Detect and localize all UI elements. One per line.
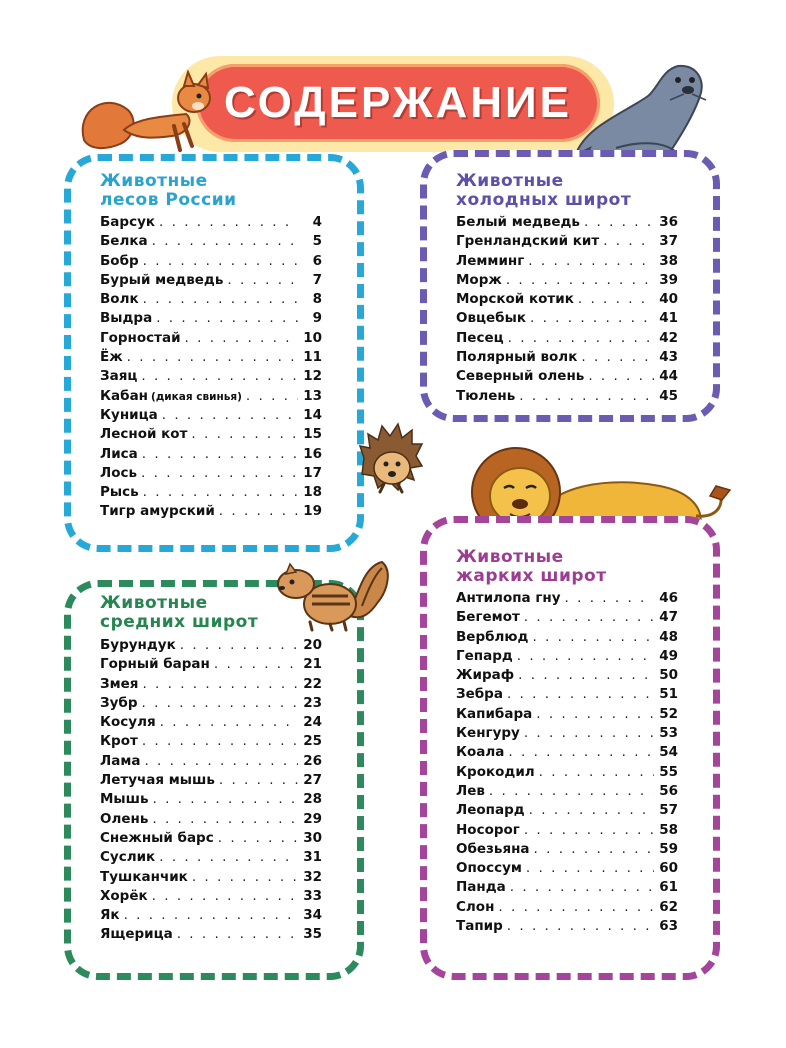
toc-leader-dots [180,637,298,653]
toc-leader-dots [177,926,298,942]
toc-entry-page: 36 [659,214,678,230]
toc-entry [456,253,678,272]
toc-entry-page: 42 [659,329,678,346]
toc-entry-name: Бегемот [456,609,520,626]
toc-leader-dots [530,310,654,326]
toc-leader-dots [141,465,298,481]
toc-entry-name: Кабан [100,387,149,404]
toc-entry-page: 33 [303,887,322,904]
toc-entry-page: 57 [659,802,678,819]
toc-entry-name: Крот [100,733,138,750]
toc-entry-name: Зебра [456,686,503,703]
toc-entry [100,714,322,733]
title-banner [196,64,600,142]
toc-entry [456,330,678,349]
section-title-middle: Животные средних широт [100,593,259,632]
toc-entry-page: 21 [303,656,322,673]
toc-leader-dots [489,783,654,799]
toc-leader-dots [153,791,298,807]
toc-entry-name: Крокодил [456,763,535,780]
toc-entry-name: Снежный барс [100,829,214,846]
toc-entry [100,753,322,772]
toc-entry [456,310,678,329]
toc-leader-dots [191,426,298,442]
toc-leader-dots [152,888,298,904]
toc-entry-name: Лиса [100,445,138,462]
toc-entry-name: Песец [456,329,504,346]
toc-entry-page: 6 [312,252,322,269]
toc-list-middle [100,637,322,946]
squirrel-illustration [76,70,216,162]
toc-entry [100,676,322,695]
toc-leader-dots [156,310,298,326]
toc-entry [456,879,678,898]
toc-leader-dots [143,291,298,307]
toc-entry-name: Носорог [456,821,520,838]
toc-entry [100,388,322,407]
toc-entry [100,811,322,830]
toc-entry-page: 55 [659,763,678,780]
toc-entry-page: 39 [659,271,678,288]
section-title-cold: Животные холодных широт [456,171,632,210]
toc-entry-page: 13 [303,387,322,404]
toc-leader-dots [124,907,298,923]
toc-leader-dots [565,590,654,606]
toc-entry [100,484,322,503]
toc-leader-dots [144,753,298,769]
toc-entry-name: Косуля [100,714,156,731]
toc-entry [100,368,322,387]
toc-entry [100,272,322,291]
toc-entry-page: 62 [659,898,678,915]
toc-entry-page: 19 [303,503,322,520]
toc-leader-dots [578,291,654,307]
toc-leader-dots [588,368,654,384]
toc-leader-dots [584,214,654,230]
toc-entry-name: Кенгуру [456,725,520,742]
toc-entry [456,667,678,686]
toc-leader-dots [532,629,654,645]
toc-entry-name: Лось [100,464,138,481]
toc-entry-page: 18 [303,484,322,501]
toc-entry-page: 52 [659,705,678,722]
toc-entry-name: Тапир [456,918,503,935]
toc-leader-dots [159,214,298,230]
toc-entry-page: 38 [659,252,678,269]
toc-entry-name: Волк [100,291,139,308]
toc-entry [100,695,322,714]
toc-entry-name: Бурый медведь [100,271,224,288]
section-title-russia: Животные лесов России [100,171,237,210]
toc-entry [456,860,678,879]
toc-entry-page: 10 [303,329,322,346]
toc-entry [100,849,322,868]
toc-entry-page: 56 [659,782,678,799]
toc-entry-page: 27 [303,772,322,789]
chipmunk-illustration [270,556,394,632]
toc-entry [100,233,322,252]
toc-entry-name: Тюлень [456,387,516,404]
toc-entry-page: 7 [312,271,322,288]
toc-entry-page: 47 [659,609,678,626]
toc-entry [100,503,322,522]
toc-entry [100,253,322,272]
toc-entry-page: 26 [303,752,322,769]
toc-entry-page: 8 [312,291,322,308]
toc-entry [456,725,678,744]
toc-entry [100,888,322,907]
toc-list-hot [456,590,678,937]
toc-entry-page: 16 [303,445,322,462]
toc-leader-dots [219,772,298,788]
toc-entry-page: 59 [659,840,678,857]
toc-entry-name: Рысь [100,484,139,501]
toc-leader-dots [539,764,654,780]
toc-leader-dots [507,918,654,934]
toc-entry-name: Заяц [100,368,138,385]
toc-entry [456,744,678,763]
toc-leader-dots [127,349,298,365]
toc-entry [456,609,678,628]
toc-entry [100,907,322,926]
toc-entry-page: 63 [659,918,678,935]
toc-leader-dots [246,388,298,404]
toc-entry-page: 50 [659,667,678,684]
toc-entry [100,291,322,310]
toc-entry [100,733,322,752]
section-title-hot: Животные жарких широт [456,547,607,586]
toc-entry-name: Мышь [100,791,149,808]
toc-entry-name: Лев [456,782,485,799]
toc-entry-page: 58 [659,821,678,838]
toc-entry [100,791,322,810]
toc-entry-name: Бобр [100,252,139,269]
toc-entry [456,686,678,705]
toc-entry-page: 49 [659,647,678,664]
toc-leader-dots [185,330,298,346]
toc-entry-name: Морской котик [456,291,574,308]
toc-leader-dots [517,648,654,664]
toc-entry [456,648,678,667]
toc-leader-dots [141,368,298,384]
toc-leader-dots [214,656,298,672]
toc-entry-page: 53 [659,725,678,742]
toc-leader-dots [152,233,298,249]
toc-leader-dots [528,253,654,269]
toc-entry-name: Суслик [100,849,156,866]
toc-leader-dots [529,802,654,818]
toc-entry [456,590,678,609]
toc-entry-page: 35 [303,926,322,943]
toc-entry [456,388,678,407]
toc-entry-name: Лесной кот [100,426,188,443]
toc-entry-name: Коала [456,744,505,761]
toc-entry-note: (дикая свинья) [151,390,242,403]
toc-entry-name: Белка [100,233,148,250]
toc-leader-dots [518,667,654,683]
page-title: СОДЕРЖАНИЕ [223,78,573,127]
toc-entry-name: Панда [456,879,506,896]
toc-leader-dots [524,822,654,838]
toc-leader-dots [524,609,654,625]
toc-entry-page: 24 [303,714,322,731]
toc-leader-dots [508,330,654,346]
toc-entry [456,802,678,821]
toc-entry-name: Белый медведь [456,214,580,230]
toc-entry-name: Барсук [100,214,156,230]
toc-entry [456,291,678,310]
toc-leader-dots [519,388,654,404]
toc-entry-page: 15 [303,426,322,443]
toc-entry [100,214,322,233]
toc-entry-name: Обезьяна [456,840,530,857]
toc-leader-dots [192,869,298,885]
toc-leader-dots [534,841,654,857]
toc-entry-page: 51 [659,686,678,703]
toc-entry-page: 40 [659,291,678,308]
toc-entry-page: 11 [303,349,322,366]
toc-entry-name: Овцебык [456,310,526,327]
toc-leader-dots [159,849,298,865]
toc-entry-page: 41 [659,310,678,327]
toc-leader-dots [160,714,298,730]
toc-entry-name: Северный олень [456,368,585,385]
toc-entry-page: 61 [659,879,678,896]
toc-leader-dots [142,733,298,749]
toc-entry-name: Горностай [100,329,181,346]
toc-entry [100,330,322,349]
toc-entry-name: Ёж [100,349,123,366]
toc-entry [456,706,678,725]
toc-entry [100,310,322,329]
toc-entry-page: 46 [659,590,678,606]
toc-entry-name: Антилопа гну [456,590,561,606]
toc-entry-page: 44 [659,368,678,385]
toc-entry-name: Горный баран [100,656,210,673]
toc-entry [100,830,322,849]
toc-entry [456,349,678,368]
toc-entry-page: 54 [659,744,678,761]
toc-leader-dots [219,503,298,519]
toc-entry-name: Тигр амурский [100,503,215,520]
toc-entry [456,822,678,841]
toc-leader-dots [507,686,654,702]
toc-entry-name: Морж [456,271,502,288]
toc-entry-name: Гренландский кит [456,233,600,250]
toc-leader-dots [510,879,654,895]
toc-leader-dots [581,349,654,365]
toc-entry-page: 25 [303,733,322,750]
toc-leader-dots [603,233,654,249]
toc-entry-page: 22 [303,675,322,692]
toc-leader-dots [524,725,654,741]
toc-entry [100,426,322,445]
toc-entry-page: 34 [303,907,322,924]
toc-entry-name: Летучая мышь [100,772,215,789]
toc-entry [456,233,678,252]
toc-entry [456,841,678,860]
toc-entry [100,465,322,484]
toc-entry-name: Олень [100,810,149,827]
toc-entry-name: Бурундук [100,637,176,653]
toc-entry-name: Верблюд [456,628,529,645]
toc-entry-page: 31 [303,849,322,866]
toc-entry-page: 30 [303,829,322,846]
toc-entry [100,772,322,791]
hedgehog-illustration [358,418,424,498]
toc-entry-name: Тушканчик [100,868,188,885]
toc-entry-name: Жираф [456,667,515,684]
toc-leader-dots [162,407,298,423]
toc-entry-name: Леопард [456,802,525,819]
toc-leader-dots [508,744,654,760]
toc-entry-page: 37 [659,233,678,250]
toc-entry-page: 12 [303,368,322,385]
toc-entry-name: Куница [100,406,158,423]
toc-entry-page: 60 [659,860,678,877]
toc-entry-name: Капибара [456,705,533,722]
toc-entry [100,349,322,368]
toc-entry-name: Як [100,907,120,924]
toc-leader-dots [143,253,298,269]
toc-entry-page: 28 [303,791,322,808]
toc-entry [456,368,678,387]
toc-leader-dots [218,830,298,846]
toc-leader-dots [536,706,654,722]
toc-leader-dots [526,860,654,876]
toc-leader-dots [506,272,654,288]
toc-entry [100,656,322,675]
toc-entry-page: 9 [312,310,322,327]
toc-entry-page: 45 [659,387,678,404]
toc-entry-page: 4 [312,214,322,230]
toc-entry-page: 20 [303,637,322,653]
toc-entry [100,637,322,656]
toc-entry [456,918,678,937]
toc-entry [100,407,322,426]
toc-entry-page: 32 [303,868,322,885]
toc-entry [456,899,678,918]
toc-entry-name: Хорёк [100,887,148,904]
toc-leader-dots [143,484,298,500]
toc-leader-dots [227,272,298,288]
toc-entry [456,764,678,783]
toc-list-cold [456,214,678,407]
toc-leader-dots [142,676,298,692]
toc-entry-page: 5 [312,233,322,250]
toc-entry-page: 43 [659,349,678,366]
toc-entry-page: 48 [659,628,678,645]
toc-entry-name: Полярный волк [456,349,578,366]
toc-entry-page: 23 [303,694,322,711]
toc-leader-dots [142,446,298,462]
toc-entry [456,214,678,233]
toc-entry [456,629,678,648]
toc-entry-name: Опоссум [456,860,522,877]
toc-leader-dots [498,899,654,915]
toc-leader-dots [141,695,298,711]
toc-entry-name: Ящерица [100,926,173,943]
toc-entry-name: Змея [100,675,139,692]
toc-entry-page: 14 [303,406,322,423]
toc-entry [100,869,322,888]
toc-entry-name: Зубр [100,694,138,711]
toc-entry-name: Лама [100,752,141,769]
toc-entry-page: 17 [303,464,322,481]
toc-entry-name: Гепард [456,647,513,664]
toc-entry-page: 29 [303,810,322,827]
toc-entry [456,783,678,802]
toc-list-russia [100,214,322,523]
toc-leader-dots [152,811,298,827]
toc-entry-name: Лемминг [456,252,525,269]
toc-entry [100,446,322,465]
toc-entry [100,926,322,945]
toc-entry-name: Слон [456,898,495,915]
toc-entry-name: Выдра [100,310,153,327]
toc-entry [456,272,678,291]
